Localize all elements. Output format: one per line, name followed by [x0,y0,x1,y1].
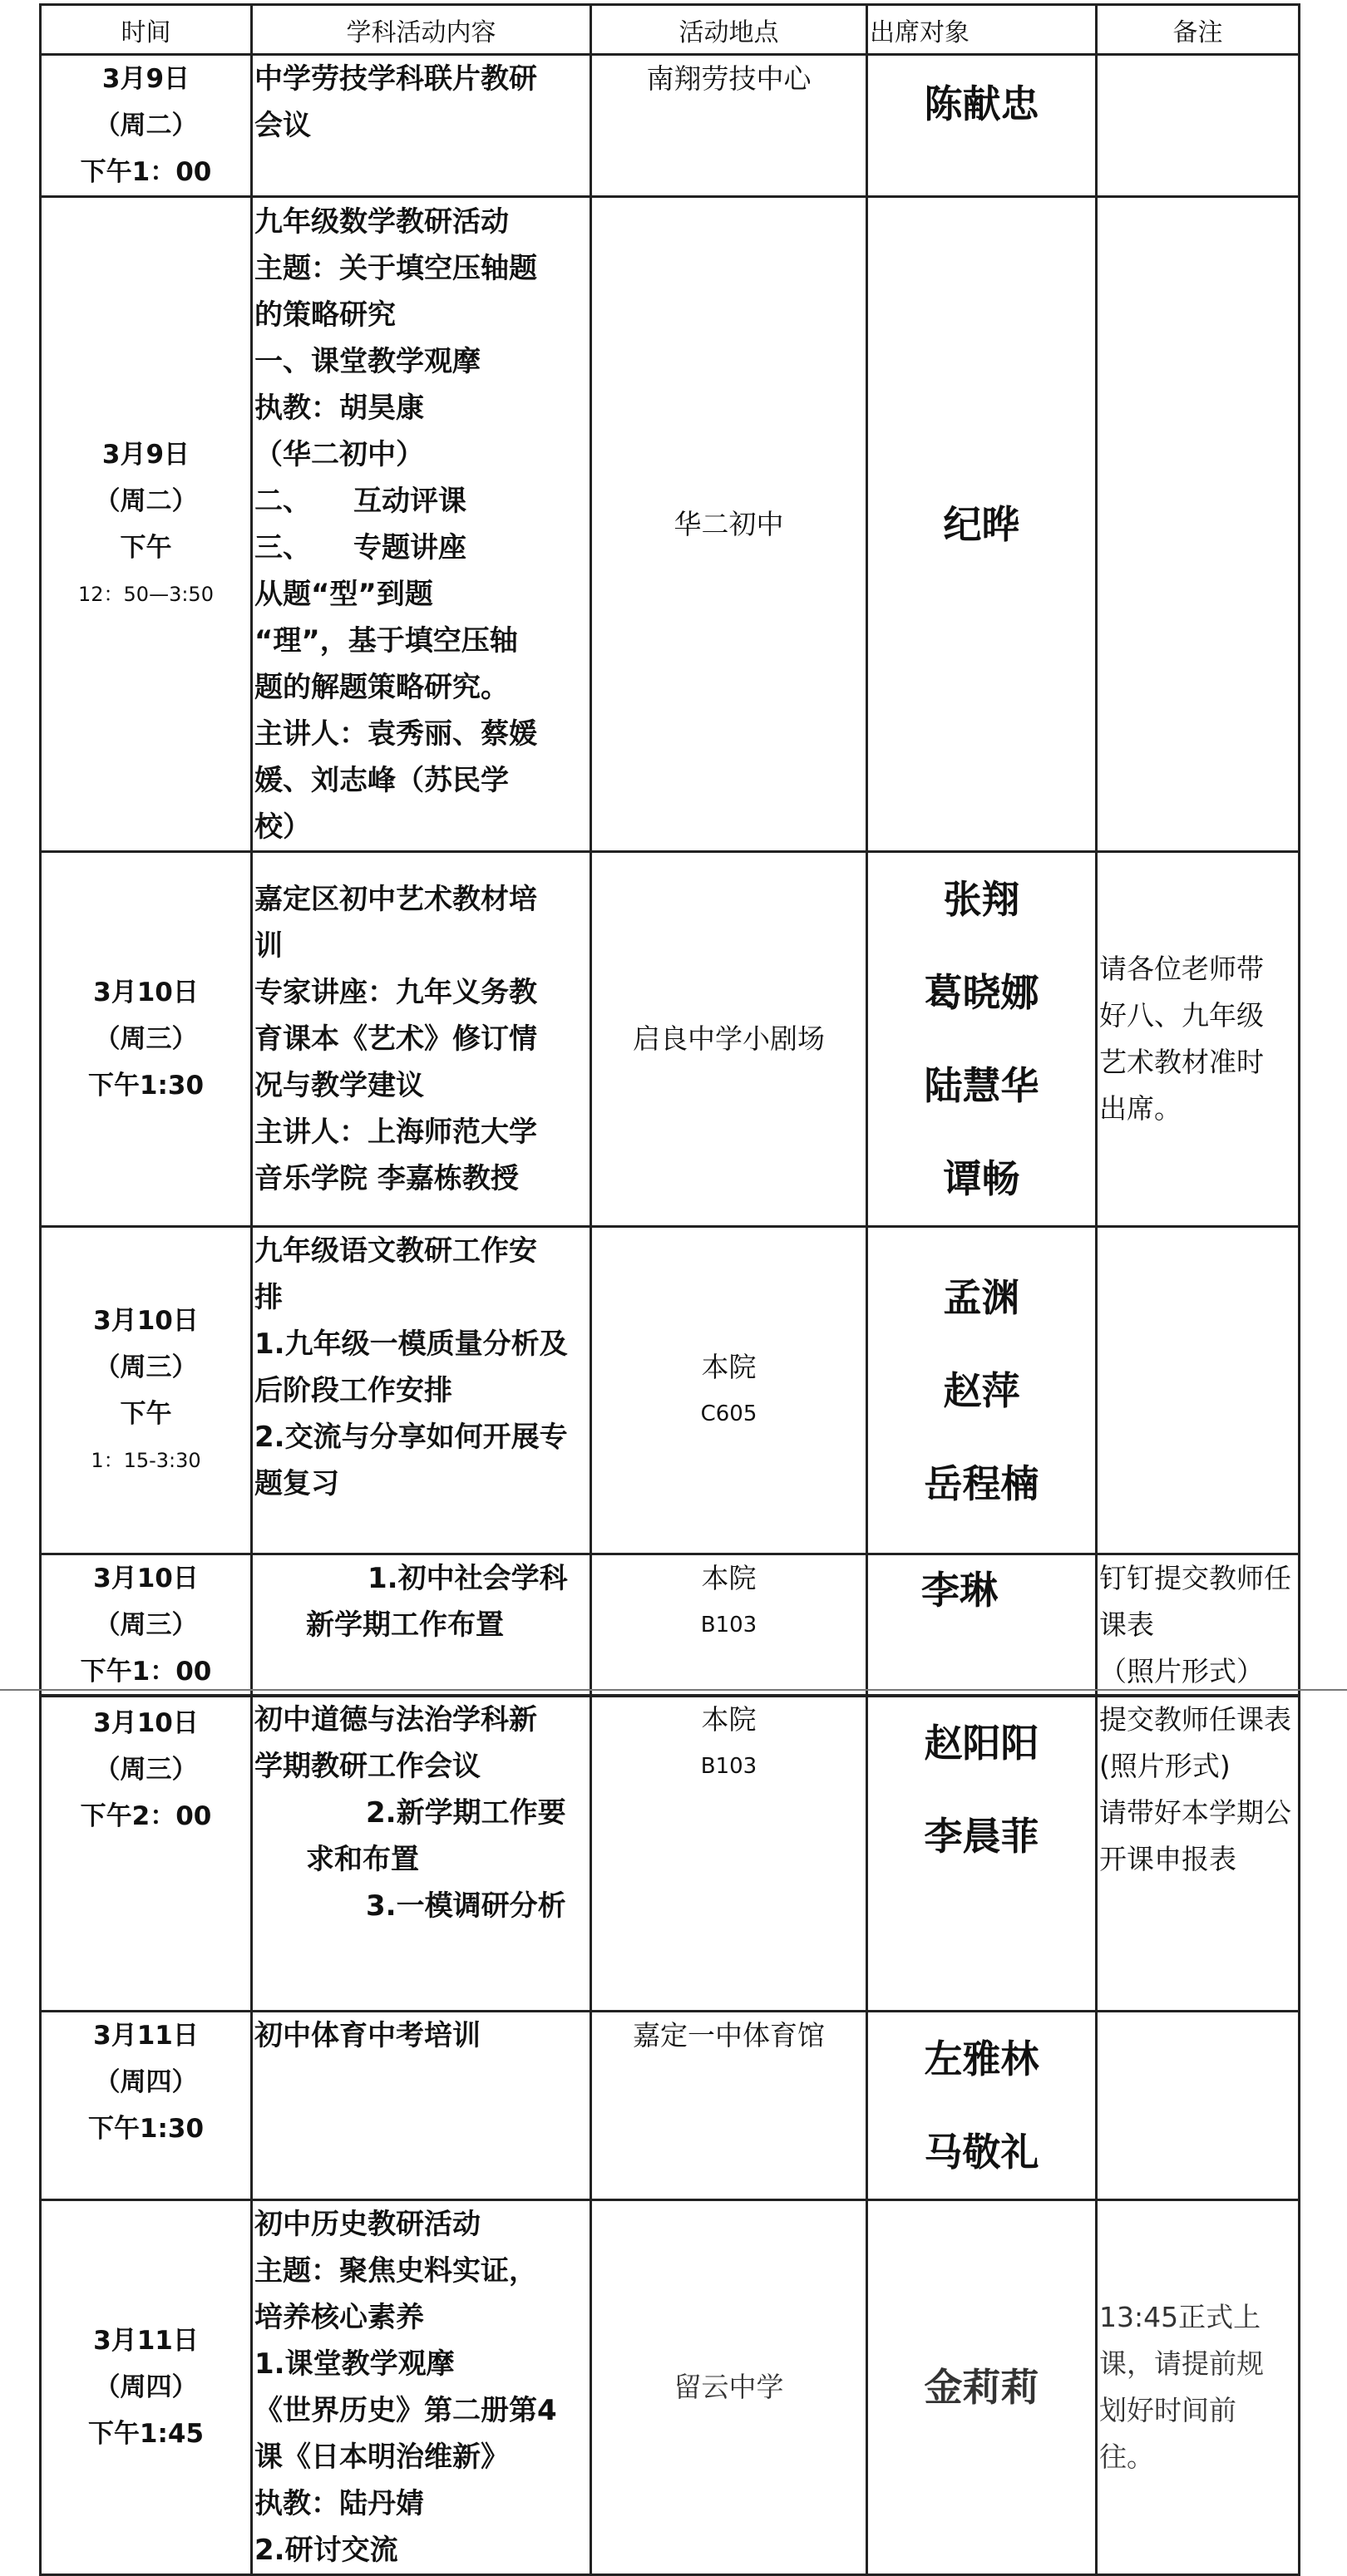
time-text: 下午 [120,532,172,563]
weekday-text: （周三） [94,1352,198,1382]
location-cell [591,1227,867,1554]
content-line: 育课本《艺术》修订情 [254,1022,537,1056]
content-line: 1.九年级一模质量分析及 [254,1327,568,1361]
header-attendees: 出席对象 [867,5,1097,55]
location-text: 南翔劳技中心 [646,62,812,95]
content-line: 1.初中社会学科 [368,1562,568,1595]
header-location: 活动地点 [591,5,867,55]
content-line: 况与教学建议 [254,1069,424,1102]
attendee-name: 陈献忠 [924,81,1039,126]
content-line: 的策略研究 [254,298,396,332]
content-line: 初中道德与法治学科新 [254,1703,537,1736]
content-line: 课《日本明治维新》 [254,2441,509,2474]
table-row [41,1696,1300,2012]
time-cell [41,2012,252,2200]
location-cell [591,1696,867,2012]
header-time: 时间 [41,5,252,55]
content-line: 2.交流与分享如何开展专 [254,1421,568,1454]
attendee-name: 纪晔 [943,501,1020,547]
time-text: 下午1:45 [87,2419,205,2449]
notes-cell [1097,1227,1300,1554]
attendee-name: 李琳 [921,1568,998,1613]
date-text: 3月11日 [93,2326,199,2356]
weekday-text: （周二） [94,111,198,140]
time-cell [41,1554,252,1697]
attendees-cell [867,2012,1097,2200]
attendee-name: 谭畅 [943,1156,1020,1201]
content-line: 2.研讨交流 [254,2534,398,2567]
content-cell [252,1554,591,1697]
attendee-name: 赵萍 [943,1367,1020,1413]
attendee-name: 马敬礼 [924,2130,1039,2175]
content-line: 三、 专题讲座 [254,530,466,564]
content-line: 1.课堂教学观摩 [254,2347,455,2381]
attendees-cell [867,1696,1097,2012]
location-cell [591,2200,867,2575]
location-cell [591,1554,867,1697]
content-line: 3.一模调研分析 [366,1889,566,1923]
date-text: 3月10日 [93,1708,199,1738]
note-line: 往。 [1099,2441,1154,2473]
content-line: 主题：关于填空压轴题 [254,251,537,285]
time-range-text: 12：50—3:50 [78,582,214,606]
weekday-text: （周三） [94,1024,198,1054]
content-cell [252,1696,591,2012]
content-line: 新学期工作布置 [306,1608,504,1642]
content-cell [252,2012,591,2200]
note-line: 开课申报表 [1099,1843,1236,1875]
table-row [41,197,1300,852]
time-text: 下午1：00 [80,1657,212,1687]
location-text: 本院 [701,1562,757,1594]
table-row [41,1554,1300,1697]
content-line: 主题：聚焦史料实证， [254,2254,537,2288]
attendee-name: 陆慧华 [924,1063,1039,1108]
attendee-name: 张翔 [943,877,1020,922]
location-text: 华二初中 [674,507,784,540]
note-line: 请各位老师带 [1099,953,1264,985]
location-text: 留云中学 [674,2371,784,2403]
content-line: 校） [254,810,311,844]
content-line: 初中体育中考培训 [254,2019,481,2052]
notes-cell [1097,852,1300,1227]
content-line: 学期教研工作会议 [254,1750,481,1783]
content-line: 排 [254,1281,283,1314]
time-text: 下午1:30 [87,1071,205,1101]
note-line: 艺术教材准时 [1099,1046,1264,1078]
note-line: (照片形式) [1099,1750,1231,1782]
room-text: C605 [700,1401,757,1426]
content-line: （华二初中） [254,437,424,471]
content-line: 2.新学期工作要 [366,1796,566,1830]
time-cell [41,197,252,852]
note-line: 划好时间前 [1099,2394,1236,2426]
content-line: 培养核心素养 [254,2301,424,2334]
notes-cell [1097,2012,1300,2200]
time-cell [41,1227,252,1554]
date-text: 3月9日 [101,64,190,94]
location-cell [591,55,867,197]
location-cell [591,197,867,852]
attendee-name: 葛晓娜 [924,970,1039,1015]
attendees-cell [867,2200,1097,2575]
content-line: 题的解题策略研究。 [254,670,509,704]
header-content: 学科活动内容 [252,5,591,55]
weekday-text: （周四） [94,2372,198,2402]
time-cell [41,1696,252,2012]
content-line: 执教：陆丹婧 [254,2487,424,2520]
content-line: 九年级数学教研活动 [254,204,509,239]
time-text: 下午 [120,1398,172,1429]
content-cell [252,2200,591,2575]
table-row [41,2012,1300,2200]
time-text: 下午2：00 [80,1801,212,1831]
attendee-name: 赵阳阳 [924,1721,1039,1766]
content-line: 执教：胡昊康 [254,391,424,425]
content-line: 初中历史教研活动 [254,2208,481,2241]
time-text: 下午1:30 [87,2114,205,2144]
schedule-table-page-1 [39,3,1300,1697]
note-line: 课，请提前规 [1099,2347,1264,2380]
attendee-name: 孟渊 [943,1274,1020,1320]
header-row [41,5,1300,55]
notes-cell [1097,2200,1300,2575]
content-line: 嘉定区初中艺术教材培 [254,883,537,916]
attendee-name: 李晨菲 [924,1814,1039,1859]
content-cell [252,1227,591,1554]
content-cell [252,197,591,852]
content-line: 题复习 [254,1467,339,1500]
attendees-cell [867,1554,1097,1697]
room-text: B103 [700,1754,757,1779]
content-line: 媛、刘志峰（苏民学 [254,763,509,797]
note-line: 好八、九年级 [1099,999,1264,1032]
content-cell [252,852,591,1227]
content-cell [252,55,591,197]
content-line: 中学劳技学科联片教研 [254,62,537,96]
notes-cell [1097,1554,1300,1697]
note-line: 13:45正式上 [1099,2301,1261,2333]
location-text: 本院 [701,1703,757,1736]
note-line: 课表 [1099,1608,1154,1641]
content-line: 九年级语文教研工作安 [254,1234,537,1268]
location-cell [591,2012,867,2200]
content-line: 音乐学院 李嘉栋教授 [254,1162,519,1195]
table-row [41,852,1300,1227]
attendee-name: 岳程楠 [924,1460,1039,1506]
attendees-cell [867,1227,1097,1554]
attendee-name: 左雅林 [924,2037,1039,2081]
content-line: 训 [254,929,283,963]
content-line: 主讲人：袁秀丽、蔡媛 [254,717,537,751]
note-line: 出席。 [1099,1092,1182,1125]
attendee-name: 金莉莉 [924,2365,1039,2410]
schedule-table-page-2 [39,1694,1300,2576]
date-text: 3月10日 [93,1305,199,1336]
location-text: 嘉定一中体育馆 [633,2019,825,2051]
page-divider [0,1689,1347,1691]
weekday-text: （周三） [94,1755,198,1785]
content-line: 《世界历史》第二册第4 [254,2394,557,2427]
notes-cell [1097,197,1300,852]
note-line: （照片形式） [1099,1655,1264,1687]
table-row [41,1227,1300,1554]
room-text: B103 [700,1613,757,1638]
note-line: 钉钉提交教师任 [1099,1562,1291,1594]
time-cell [41,2200,252,2575]
content-line: 会议 [254,109,311,142]
time-cell [41,852,252,1227]
content-line: “理”，基于填空压轴 [254,623,518,658]
note-line: 请带好本学期公 [1099,1796,1291,1829]
notes-cell [1097,55,1300,197]
date-text: 3月9日 [101,439,190,470]
table-row [41,2200,1300,2575]
attendees-cell [867,852,1097,1227]
date-text: 3月11日 [93,2021,199,2051]
note-line: 提交教师任课表 [1099,1703,1291,1736]
content-line: 主讲人：上海师范大学 [254,1116,537,1149]
weekday-text: （周三） [94,1610,198,1640]
notes-cell [1097,1696,1300,2012]
weekday-text: （周四） [94,2067,198,2097]
table-row [41,55,1300,197]
content-line: 一、课堂教学观摩 [254,344,481,378]
content-line: 专家讲座：九年义务教 [254,976,537,1009]
date-text: 3月10日 [93,978,199,1007]
content-line: 从题“型”到题 [254,577,433,611]
location-text: 本院 [701,1350,757,1383]
time-cell [41,55,252,197]
content-line: 求和布置 [306,1843,419,1876]
attendees-cell [867,55,1097,197]
weekday-text: （周二） [94,485,198,516]
header-notes: 备注 [1097,5,1300,55]
date-text: 3月10日 [93,1564,199,1593]
location-cell [591,852,867,1227]
time-text: 下午1：00 [80,157,212,187]
time-range-text: 1：15-3:30 [91,1448,201,1472]
content-line: 后阶段工作安排 [254,1374,452,1407]
content-line: 二、 互动评课 [254,484,466,518]
attendees-cell [867,197,1097,852]
location-text: 启良中学小剧场 [633,1022,825,1055]
